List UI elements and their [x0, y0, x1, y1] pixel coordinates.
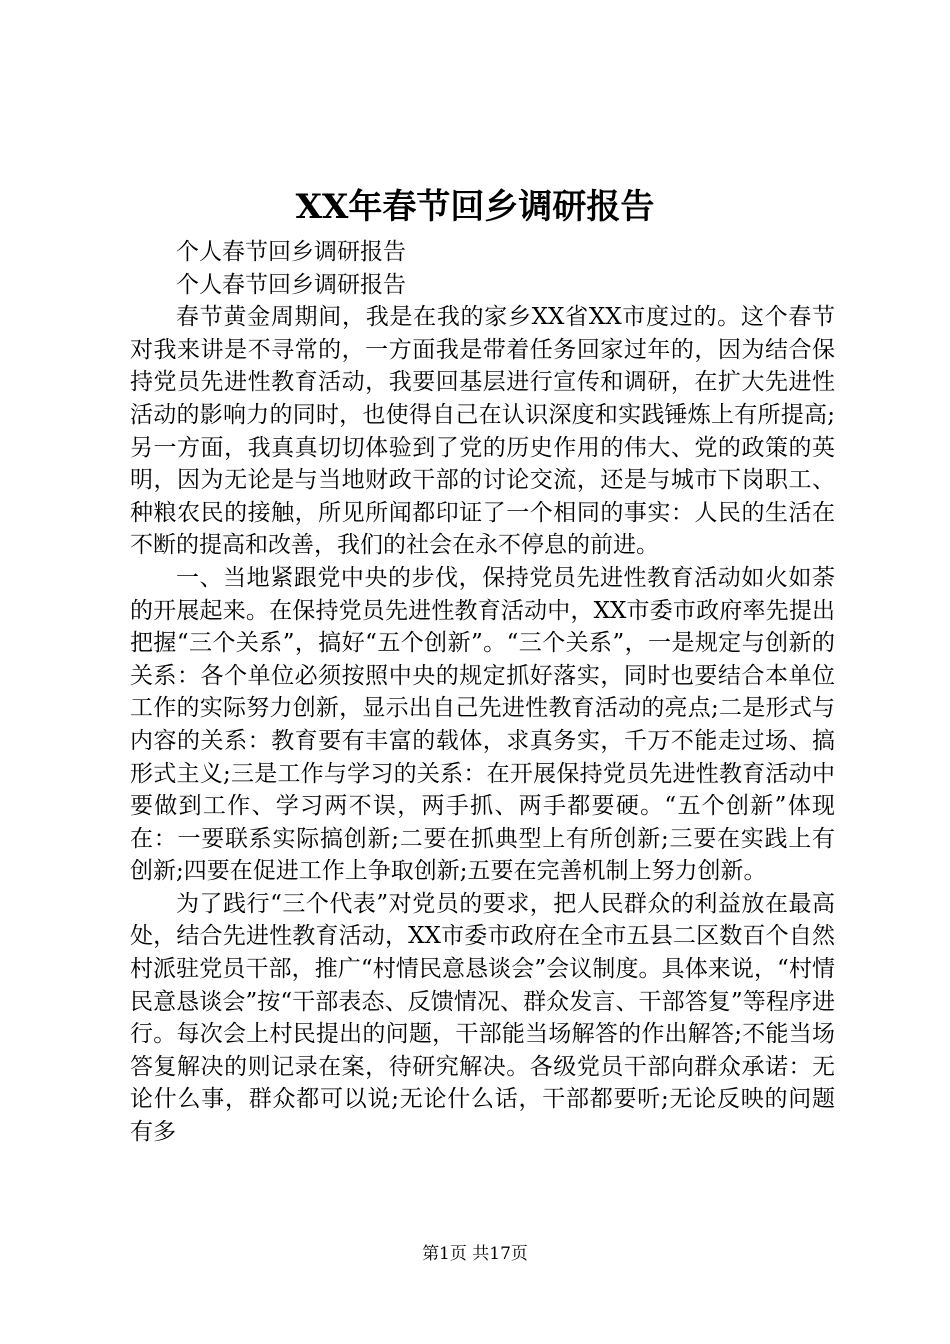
body-paragraph: 春节黄金周期间，我是在我的家乡XX省XX市度过的。这个春节对我来讲是不寻常的，一方面我是带着任务回家过年的，因为结合保持党员先进性教育活动，我要回基层进行宣传和调研，在扩大先进性活动的影响力的同时，也使得自己在认识深度和实践锤炼上有所提高;另一方面，我真真切切体验到了党的历史作用的伟大、党的政策的英明，因为无论是与当地财政干部的讨论交流，还是与城市下岗职工、种粮农民的接触，所见所闻都印证了一个相同的事实：人民的生活在不断的提高和改善，我们的社会在永不停息的前进。 [130, 304, 835, 559]
subtitle-line: 个人春节回乡调研报告 [176, 239, 406, 265]
document-title: XX年春节回乡调研报告 [295, 187, 655, 227]
subtitle-line: 个人春节回乡调研报告 [176, 271, 406, 298]
page-footer: 第1页 共17页 [422, 1244, 528, 1264]
document-body [130, 236, 835, 1149]
body-paragraph: 为了践行“三个代表”对党员的要求，把人民群众的利益放在最高处，结合先进性教育活动，XX市委市政府在全市五县二区数百个自然村派驻党员干部，推广“村情民意恳谈会”会议制度。具体来说，“村情民意恳谈会”按“干部表态、反馈情况、群众发言、干部答复”等程序进行。每次会上村民提出的问题，干部能当场解答的作出解答;不能当场答复解决的则记录在案，待研究解决。各级党员干部向群众承诺：无论什么事，群众都可以说;无论什么话，干部都要听;无论反映的问题有多 [130, 890, 835, 1146]
body-paragraph: 一、当地紧跟党中央的步伐，保持党员先进性教育活动如火如荼的开展起来。在保持党员先进性教育活动中，XX市委市政府率先提出把握“三个关系”，搞好“五个创新”。“三个关系”，一是规定与创新的关系：各个单位必须按照中央的规定抓好落实，同时也要结合本单位工作的实际努力创新，显示出自己先进性教育活动的亮点;二是形式与内容的关系：教育要有丰富的载体，求真务实，千万不能走过场、搞形式主义;三是工作与学习的关系：在开展保持党员先进性教育活动中要做到工作、学习两不误，两手抓、两手都要硬。“五个创新”体现在：一要联系实际搞创新;二要在抓典型上有所创新;三要在实践上有创新;四要在促进工作上争取创新;五要在完善机制上努力创新。 [130, 564, 835, 885]
